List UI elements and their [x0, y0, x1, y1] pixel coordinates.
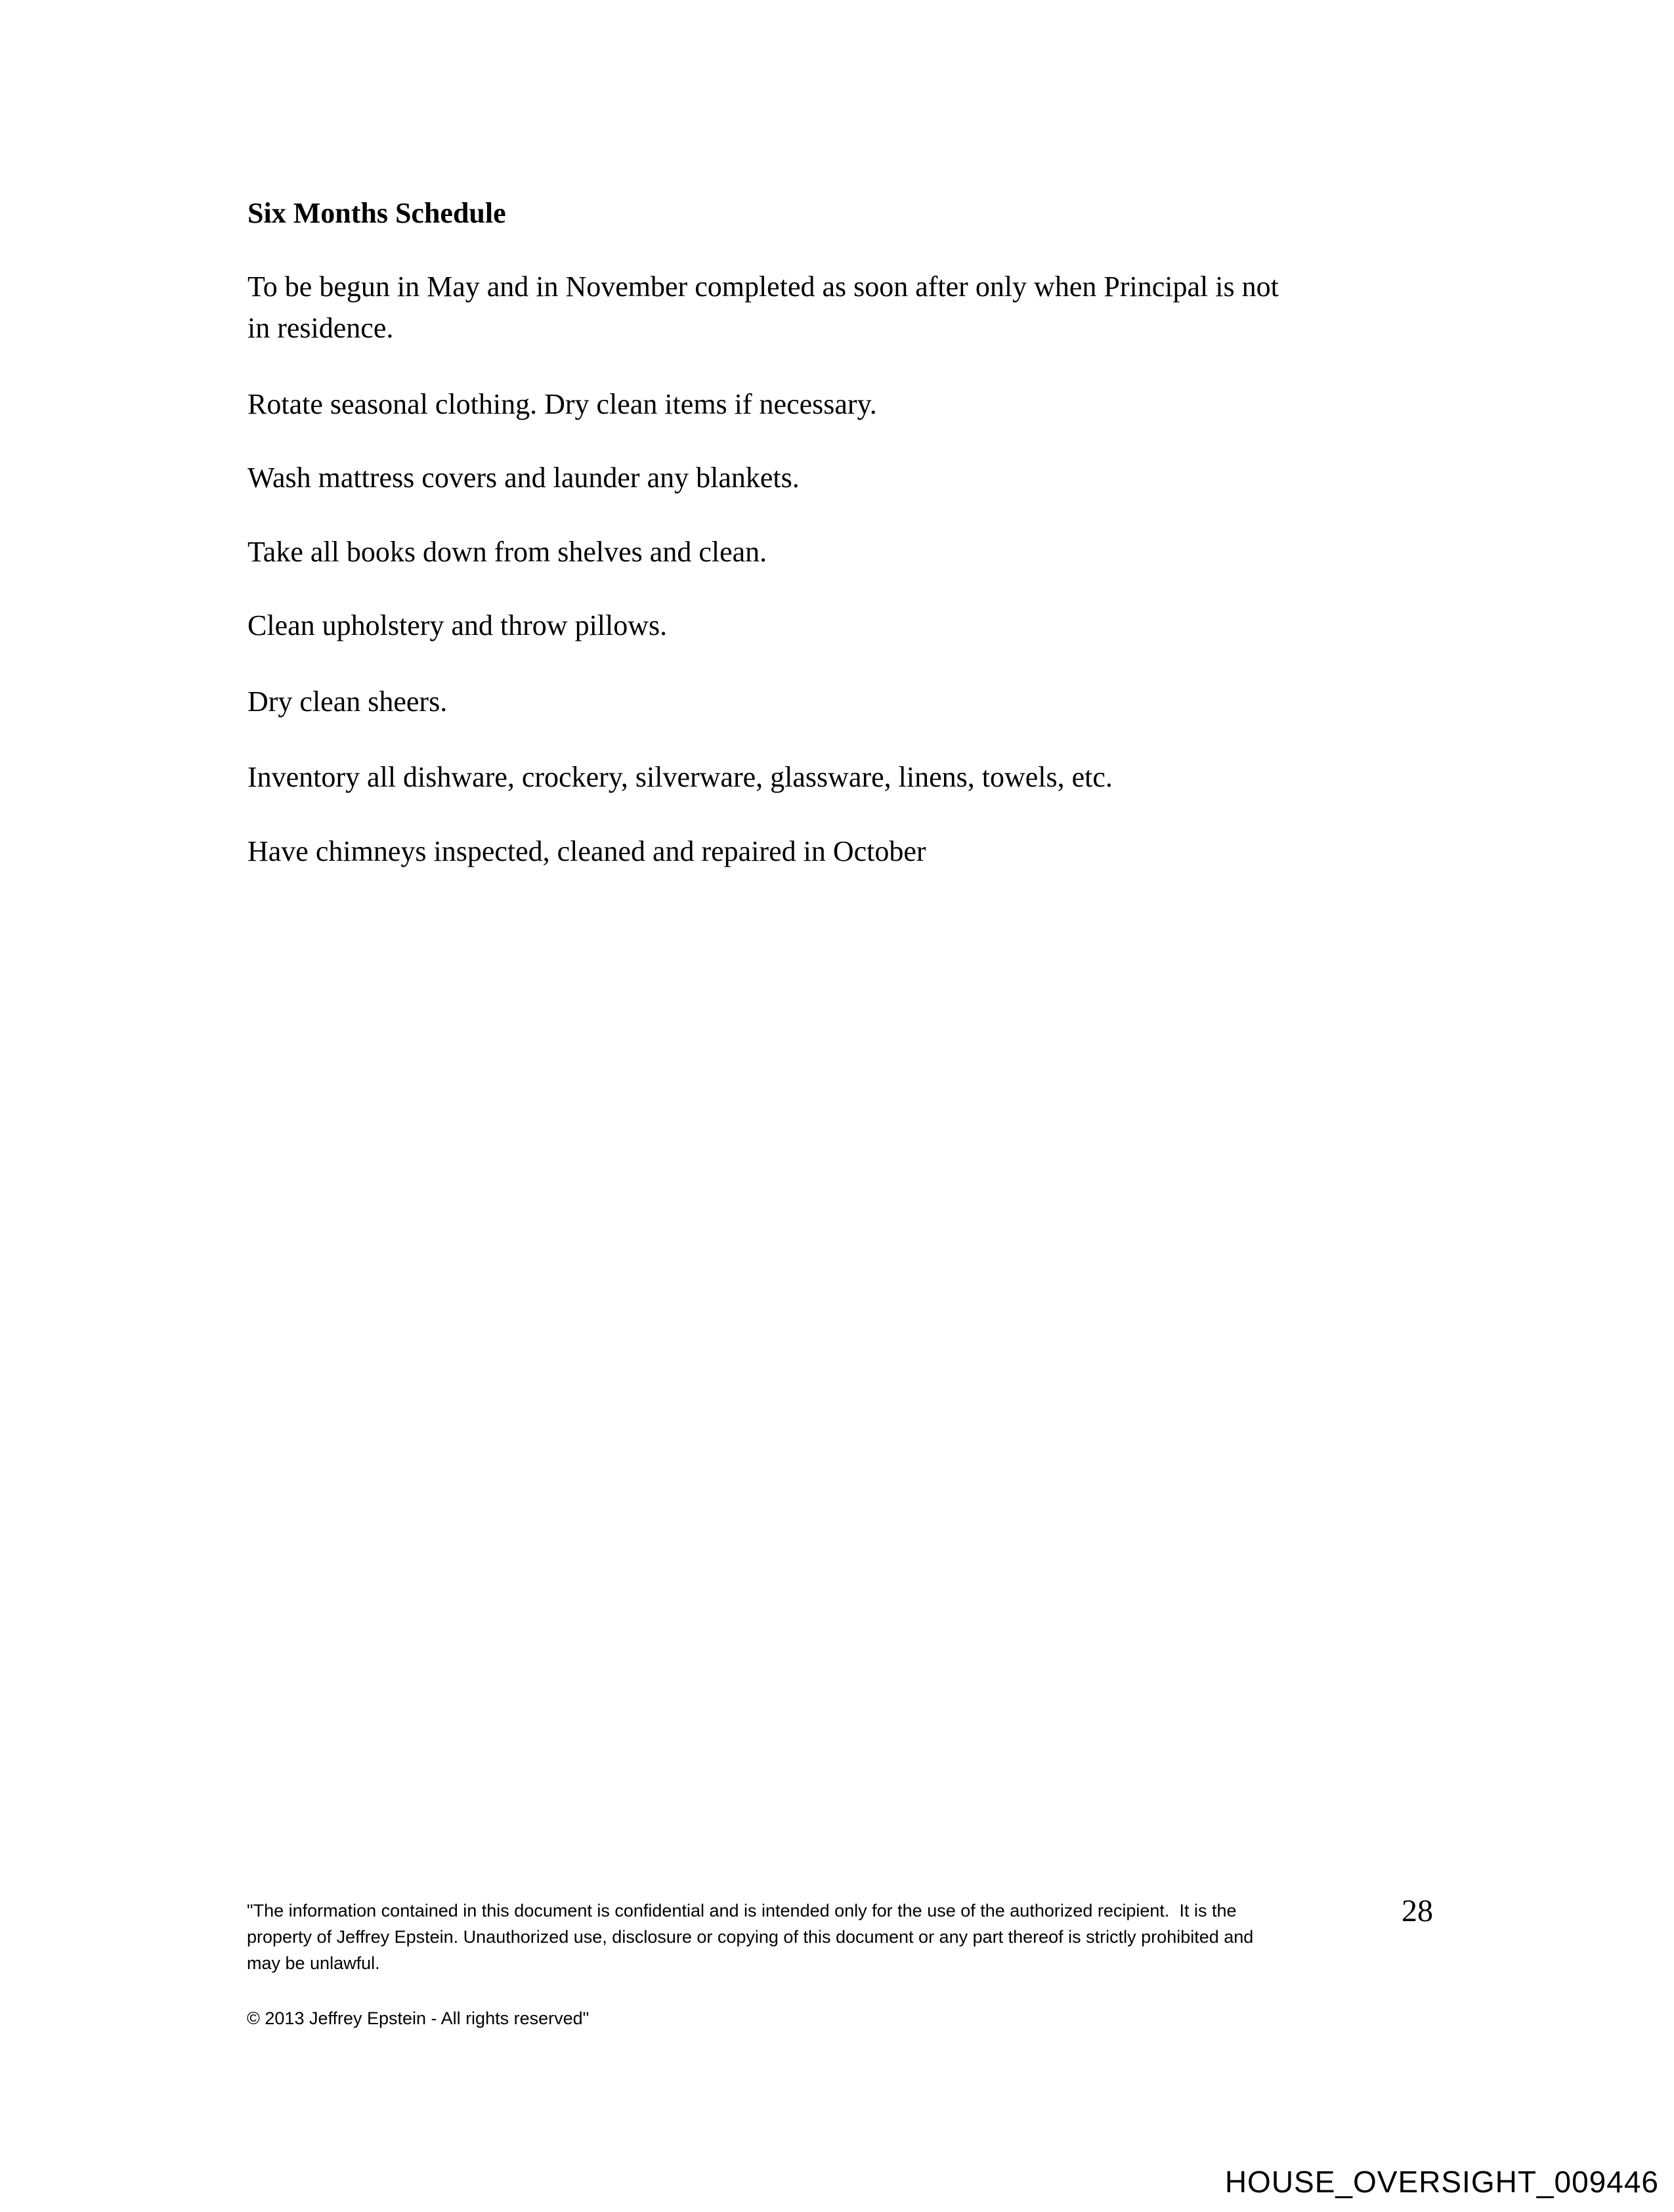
body-paragraph	[247, 756, 1113, 798]
disclaimer-line: property of Jeffrey Epstein. Unauthorized use, disclosure or copying of this document or any part thereof is strictly prohibited and	[247, 1927, 1254, 1947]
paragraph-line: Clean upholstery and throw pillows.	[247, 609, 668, 641]
body-paragraph	[247, 605, 667, 646]
page-title: Six Months Schedule	[247, 197, 506, 229]
paragraph-line: Have chimneys inspected, cleaned and repaired in October	[247, 835, 926, 867]
body-paragraph	[247, 266, 1279, 349]
paragraph-line: Wash mattress covers and launder any blankets.	[247, 462, 800, 494]
page-number: 28	[1402, 1894, 1433, 1928]
disclaimer-line: may be unlawful.	[247, 1953, 380, 1973]
paragraph-line: in residence.	[247, 312, 394, 344]
paragraph-line: Dry clean sheers.	[247, 685, 448, 718]
body-paragraph	[247, 457, 800, 498]
disclaimer-line: "The information contained in this document is confidential and is intended only for the use of the authorized recipient. It is the	[247, 1901, 1237, 1920]
copyright-notice: © 2013 Jeffrey Epstein - All rights reserved"	[247, 2008, 590, 2028]
bates-stamp: HOUSE_OVERSIGHT_009446	[1224, 2165, 1659, 2199]
footer-disclaimer	[247, 1898, 1253, 1976]
body-paragraph	[247, 681, 447, 722]
paragraph-line: Inventory all dishware, crockery, silverware, glassware, linens, towels, etc.	[247, 761, 1113, 793]
paragraph-line: To be begun in May and in November completed as soon after only when Principal is not	[247, 271, 1279, 303]
body-paragraph	[247, 531, 767, 573]
paragraph-line: Rotate seasonal clothing. Dry clean items if necessary.	[247, 388, 877, 420]
body-paragraph	[247, 383, 877, 425]
paragraph-line: Take all books down from shelves and clean.	[247, 536, 767, 568]
body-paragraph	[247, 831, 926, 872]
